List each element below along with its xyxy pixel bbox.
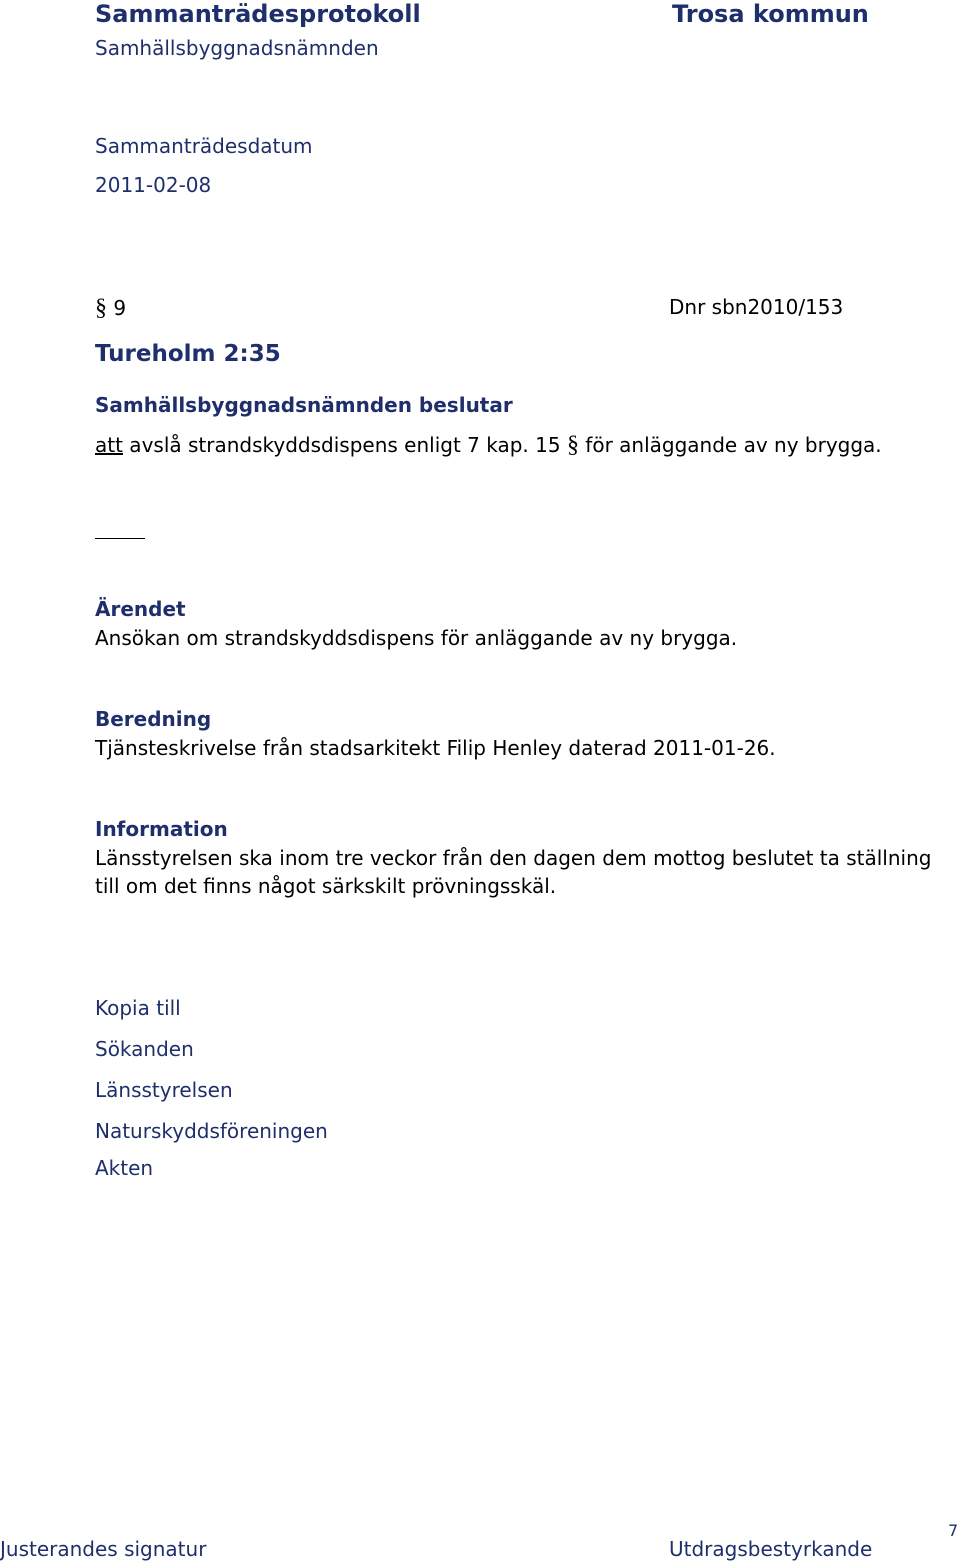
meeting-date-label: Sammanträdesdatum <box>95 134 313 158</box>
page-number: 7 <box>948 1521 959 1540</box>
section-number <box>95 295 126 322</box>
decision-text-after: för anläggande av ny brygga. <box>578 433 882 457</box>
beredning-heading: Beredning <box>95 707 212 731</box>
document-title: Sammanträdesprotokoll <box>95 0 421 28</box>
information-text-line-2: till om det finns något särkskilt prövningsskäl. <box>95 874 557 898</box>
decision-text-before: avslå strandskyddsdispens enligt 7 kap. 15 <box>122 433 567 457</box>
signature-label: Justerandes signatur <box>0 1537 207 1561</box>
copy-recipient: Naturskyddsföreningen <box>95 1119 328 1143</box>
decision-heading: Samhällsbyggnadsnämnden beslutar <box>95 393 513 417</box>
copy-to-label: Kopia till <box>95 996 181 1020</box>
copy-recipient: Länsstyrelsen <box>95 1078 233 1102</box>
paragraph-sign: § <box>95 295 107 321</box>
decision-paragraph-sign: § <box>566 432 579 458</box>
committee-name: Samhällsbyggnadsnämnden <box>95 36 379 60</box>
decision-att: att <box>95 433 123 457</box>
case-title: Tureholm 2:35 <box>95 341 281 367</box>
section-number-value: 9 <box>113 296 127 320</box>
diary-number: Dnr sbn2010/153 <box>669 295 844 319</box>
decision-text <box>95 432 882 459</box>
information-heading: Information <box>95 817 228 841</box>
beredning-text: Tjänsteskrivelse från stadsarkitekt Filip Henley daterad 2011-01-26. <box>95 736 776 760</box>
divider-line <box>95 538 145 539</box>
arendet-heading: Ärendet <box>95 597 186 621</box>
extract-certification-label: Utdragsbestyrkande <box>669 1537 873 1561</box>
copy-recipient: Sökanden <box>95 1037 194 1061</box>
meeting-date-value: 2011-02-08 <box>95 173 212 197</box>
copy-recipient: Akten <box>95 1156 154 1180</box>
information-text-line-1: Länsstyrelsen ska inom tre veckor från den dagen dem mottog beslutet ta ställning <box>95 846 932 870</box>
arendet-text: Ansökan om strandskyddsdispens för anläggande av ny brygga. <box>95 626 738 650</box>
organization-name: Trosa kommun <box>672 0 869 28</box>
